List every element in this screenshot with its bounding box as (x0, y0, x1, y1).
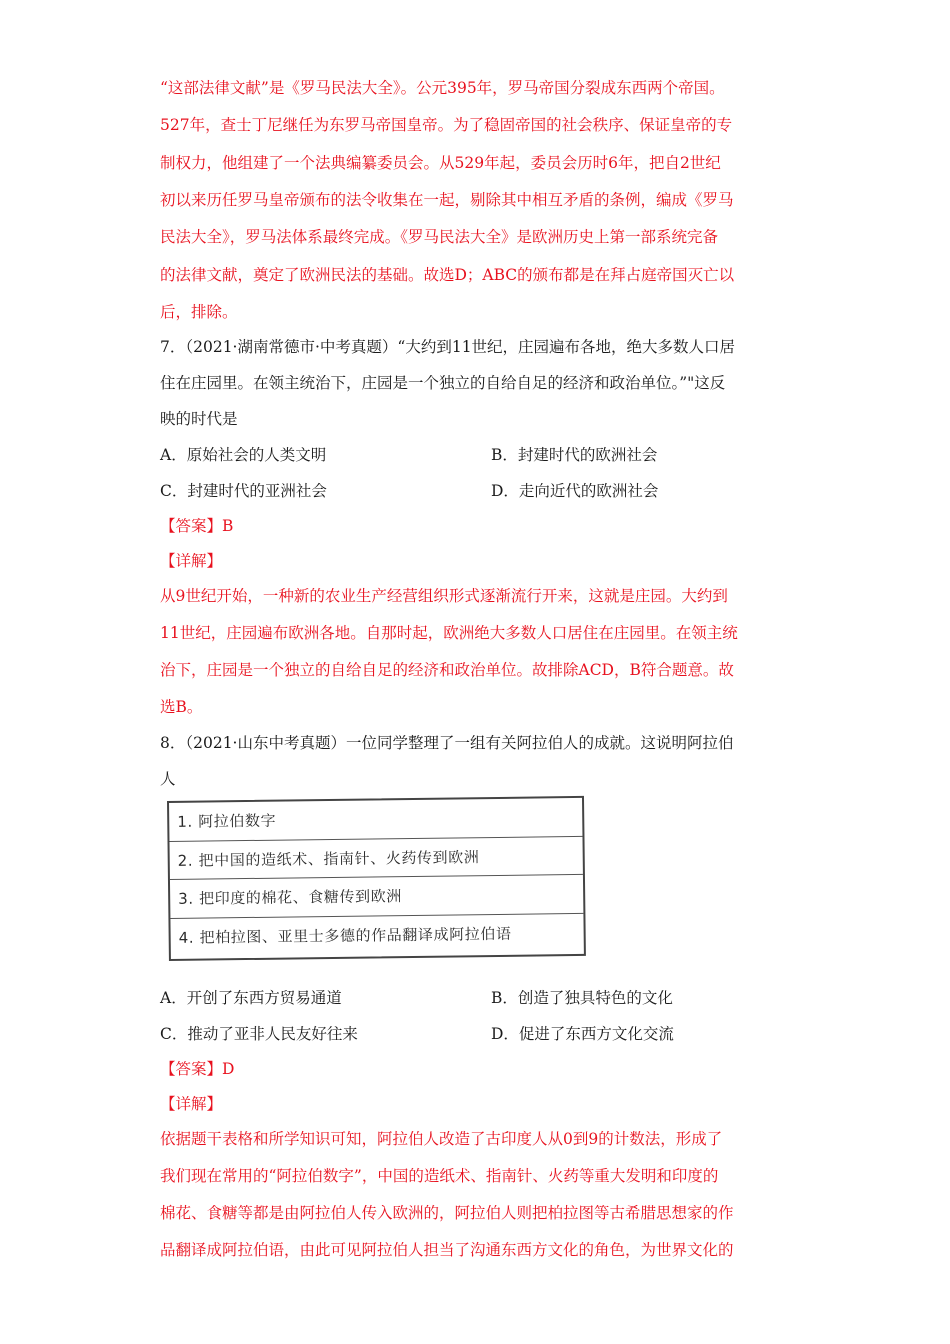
question-8-stem: 人 (160, 770, 176, 788)
q8-detail-label: 【详解】 (160, 1095, 223, 1113)
q7-option-c: C．封建时代的亚洲社会 (160, 482, 327, 500)
question-7-stem: 7．（2021·湖南常德市·中考真题）“大约到11世纪，庄园遍布各地，绝大多数人口居 (160, 338, 736, 356)
answer-label: 【答案】 (160, 1060, 223, 1078)
explanation-line: 后，排除。 (160, 303, 238, 321)
answer-value: D (222, 1060, 235, 1078)
q8-option-c: C．推动了亚非人民友好往来 (160, 1025, 358, 1043)
q7-answer (160, 516, 233, 536)
q8-option-a: A．开创了东西方贸易通道 (160, 989, 342, 1007)
explanation-line: 民法大全》，罗马法体系最终完成。《罗马民法大全》是欧洲历史上第一部系统完备 (160, 228, 719, 246)
q7-option-a: A．原始社会的人类文明 (160, 446, 327, 464)
explanation-line: 治下，庄园是一个独立的自给自足的经济和政治单位。故排除ACD，B符合题意。故 (160, 661, 734, 679)
explanation-line: 527年，查士丁尼继任为东罗马帝国皇帝。为了稳固帝国的社会秩序、保证皇帝的专 (160, 116, 733, 134)
answer-label: 【答案】 (160, 517, 223, 535)
table-row: 3. 把印度的棉花、食糖传到欧洲 (170, 875, 583, 919)
table-row: 1. 阿拉伯数字 (169, 798, 582, 842)
explanation-line: 我们现在常用的“阿拉伯数字”，中国的造纸术、指南针、火药等重大发明和印度的 (160, 1167, 719, 1185)
q7-detail-label: 【详解】 (160, 552, 223, 570)
explanation-line: 制权力，他组建了一个法典编纂委员会。从529年起，委员会历时6年，把自2世纪 (160, 154, 721, 172)
table-row: 2. 把中国的造纸术、指南针、火药传到欧洲 (169, 836, 582, 880)
explanation-line: 依据题干表格和所学知识可知，阿拉伯人改造了古印度人从0到9的计数法，形成了 (160, 1130, 723, 1148)
question-7-stem: 住在庄园里。在领主统治下，庄园是一个独立的自给自足的经济和政治单位。”"这反 (160, 374, 726, 392)
table-row: 4. 把柏拉图、亚里士多德的作品翻译成阿拉伯语 (178, 925, 512, 948)
explanation-line: 11世纪，庄园遍布欧洲各地。自那时起，欧洲绝大多数人口居住在庄园里。在领主统 (160, 624, 738, 642)
achievements-table (167, 796, 586, 961)
explanation-line: 的法律文献，奠定了欧洲民法的基础。故选D；ABC的颁布都是在拜占庭帝国灭亡以 (160, 266, 735, 284)
question-8-stem: 8．（2021·山东中考真题）一位同学整理了一组有关阿拉伯人的成就。这说明阿拉伯 (160, 734, 734, 752)
q8-option-b: B．创造了独具特色的文化 (491, 989, 673, 1007)
explanation-line: 品翻译成阿拉伯语，由此可见阿拉伯人担当了沟通东西方文化的角色，为世界文化的 (160, 1241, 734, 1259)
q8-option-d: D．促进了东西方文化交流 (491, 1025, 674, 1043)
explanation-line: 初以来历任罗马皇帝颁布的法令收集在一起，剔除其中相互矛盾的条例，编成《罗马 (160, 191, 734, 209)
explanation-line: 棉花、食糖等都是由阿拉伯人传入欧洲的，阿拉伯人则把柏拉图等古希腊思想家的作 (160, 1204, 734, 1222)
q8-answer (160, 1059, 234, 1079)
answer-value: B (222, 517, 234, 535)
explanation-line: 从9世纪开始，一种新的农业生产经营组织形式逐渐流行开来，这就是庄园。大约到 (160, 587, 728, 605)
q7-option-d: D．走向近代的欧洲社会 (491, 482, 659, 500)
question-7-stem: 映的时代是 (160, 410, 238, 428)
explanation-line: 选B。 (160, 698, 203, 716)
explanation-line: “这部法律文献”是《罗马民法大全》。公元395年，罗马帝国分裂成东西两个帝国。 (160, 79, 725, 97)
q7-option-b: B．封建时代的欧洲社会 (491, 446, 658, 464)
